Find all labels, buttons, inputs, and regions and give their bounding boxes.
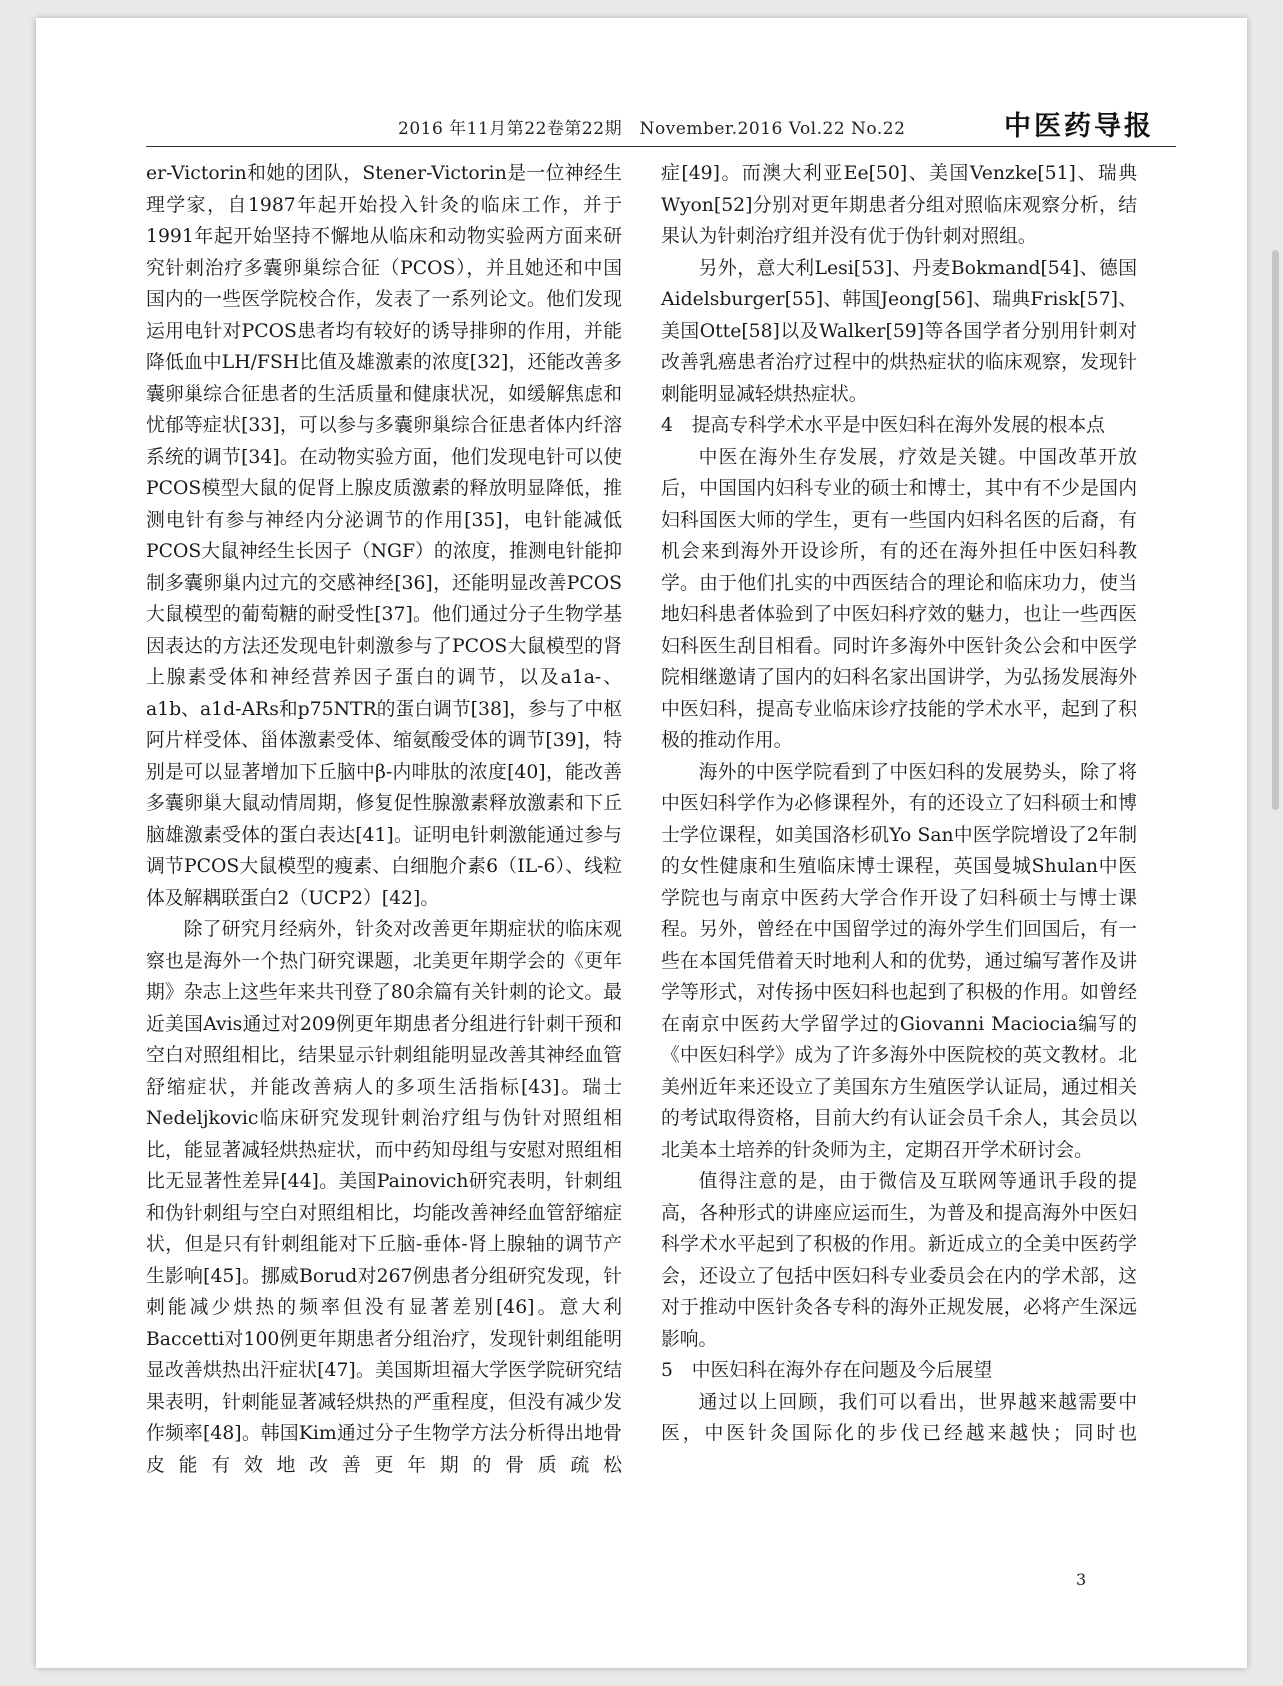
paragraph: 值得注意的是，由于微信及互联网等通讯手段的提高，各种形式的讲座应运而生，为普及和提高海外中医妇科学术水平起到了积极的作用。新近成立的全美中医药学会，还设立了包括中医妇科专业委员会在内的学术部，这对于推动中医针灸各专科的海外正规发展，必将产生深远影响。	[661, 1171, 1137, 1350]
left-column	[146, 158, 622, 1481]
paragraph: er-Victorin和她的团队，Stener-Victorin是一位神经生理学家，自1987年起开始投入针灸的临床工作，并于1991年起开始坚持不懈地从临床和动物实验两方面来研究针刺治疗多囊卵巢综合征（PCOS），并且她还和中国国内的一些医学院校合作，发表了一系列论文。他们发现运用电针对PCOS患者均有较好的诱导排卵的作用，并能降低血中LH/FSH比值及雄激素的浓度[32]，还能改善多囊卵巢综合征患者的生活质量和健康状况，如缓解焦虑和忧郁等症状[33]，可以参与多囊卵巢综合征患者体内纤溶系统的调节[34]。在动物实验方面，他们发现电针可以使PCOS模型大鼠的促肾上腺皮质激素的释放明显降低，推测电针有参与神经内分泌调节的作用[35]，电针能减低PCOS大鼠神经生长因子（NGF）的浓度，推测电针能抑制多囊卵巢内过亢的交感神经[36]，还能明显改善PCOS大鼠模型的葡萄糖的耐受性[37]。他们通过分子生物学基因表达的方法还发现电针刺激参与了PCOS大鼠模型的肾上腺素受体和神经营养因子蛋白的调节，以及a1a-、a1b、a1d-ARs和p75NTR的蛋白调节[38]，参与了中枢阿片样受体、甾体激素受体、缩氨酸受体的调节[39]，特别是可以显著增加下丘脑中β-内啡肽的浓度[40]，能改善多囊卵巢大鼠动情周期，修复促性腺激素释放激素和下丘脑雄激素受体的蛋白表达[41]。证明电针刺激能通过参与调节PCOS大鼠模型的瘦素、白细胞介素6（IL-6）、线粒体及解耦联蛋白2（UCP2）[42]。	[146, 163, 622, 909]
section-heading-4: 4 提高专科学术水平是中医妇科在海外发展的根本点	[661, 415, 1105, 436]
page-number: 3	[1076, 1570, 1087, 1589]
vertical-scrollbar[interactable]	[1272, 250, 1279, 810]
document-page	[36, 18, 1247, 1668]
paragraph: 症[49]。而澳大利亚Ee[50]、美国Venzke[51]、瑞典Wyon[52]分别对更年期患者分组对照临床观察分析，结果认为针刺治疗组并没有优于伪针刺对照组。	[661, 163, 1137, 247]
journal-logo: 中医药导报	[1004, 111, 1154, 142]
paragraph: 另外，意大利Lesi[53]、丹麦Bokmand[54]、德国Aidelsburger[55]、韩国Jeong[56]、瑞典Frisk[57]、美国Otte[58]以及Walker[59]等各国学者分别用针刺对改善乳癌患者治疗过程中的烘热症状的临床观察，发现针刺能明显减轻烘热症状。	[661, 257, 1137, 405]
header-divider	[146, 146, 1176, 147]
paragraph: 除了研究月经病外，针灸对改善更年期症状的临床观察也是海外一个热门研究课题，北美更年期学会的《更年期》杂志上这些年来共刊登了80余篇有关针刺的论文。最近美国Avis通过对209例更年期患者分组进行针刺干预和空白对照组相比，结果显示针刺组能明显改善其神经血管舒缩症状，并能改善病人的多项生活指标[43]。瑞士Nedeljkovic临床研究发现针刺治疗组与伪针对照组相比，能显著减轻烘热症状，而中药知母组与安慰对照组相比无显著性差异[44]。美国Painovich研究表明，针刺组和伪针刺组与空白对照组相比，均能改善神经血管舒缩症状，但是只有针刺组能对下丘脑-垂体-肾上腺轴的调节产生影响[45]。挪威Borud对267例患者分组研究发现，针刺能减少烘热的频率但没有显著差别[46]。意大利Baccetti对100例更年期患者分组治疗，发现针刺组能明显改善烘热出汗症状[47]。美国斯坦福大学医学院研究结果表明，针刺能显著减轻烘热的严重程度，但没有减少发作频率[48]。韩国Kim通过分子生物学方法分析得出地骨皮能有效地改善更年期的骨质疏松	[146, 919, 622, 1476]
paragraph: 中医在海外生存发展，疗效是关键。中国改革开放后，中国国内妇科专业的硕士和博士，其中有不少是国内妇科国医大师的学生，更有一些国内妇科名医的后裔，有机会来到海外开设诊所，有的还在海外担任中医妇科教学。由于他们扎实的中西医结合的理论和临床功力，使当地妇科患者体验到了中医妇科疗效的魅力，也让一些西医妇科医生刮目相看。同时许多海外中医针灸公会和中医学院相继邀请了国内的妇科名家出国讲学，为弘扬发展海外中医妇科，提高专业临床诊疗技能的学术水平，起到了积极的推动作用。	[661, 446, 1137, 751]
paragraph: 海外的中医学院看到了中医妇科的发展势头，除了将中医妇科学作为必修课程外，有的还设立了妇科硕士和博士学位课程，如美国洛杉矶Yo San中医学院增设了2年制的女性健康和生殖临床博士课程，英国曼城Shulan中医学院也与南京中医药大学合作开设了妇科硕士与博士课程。另外，曾经在中国留学过的海外学生们回国后，有一些在本国凭借着天时地利人和的优势，通过编写著作及讲学等形式，对传扬中医妇科也起到了积极的作用。如曾经在南京中医药大学留学过的Giovanni Maciocia编写的《中医妇科学》成为了许多海外中医院校的英文教材。北美州近年来还设立了美国东方生殖医学认证局，通过相关的考试取得资格，目前大约有认证会员千余人，其会员以北美本土培养的针灸师为主，定期召开学术研讨会。	[661, 761, 1137, 1161]
journal-issue-info: 2016 年11月第22卷第22期 November.2016 Vol.22 No.22	[398, 119, 906, 139]
page-header	[146, 98, 1176, 144]
right-column	[661, 158, 1137, 1450]
paragraph: 通过以上回顾，我们可以看出，世界越来越需要中医，中医针灸国际化的步伐已经越来越快；同时也	[661, 1391, 1137, 1444]
section-heading-5: 5 中医妇科在海外存在问题及今后展望	[661, 1360, 993, 1381]
